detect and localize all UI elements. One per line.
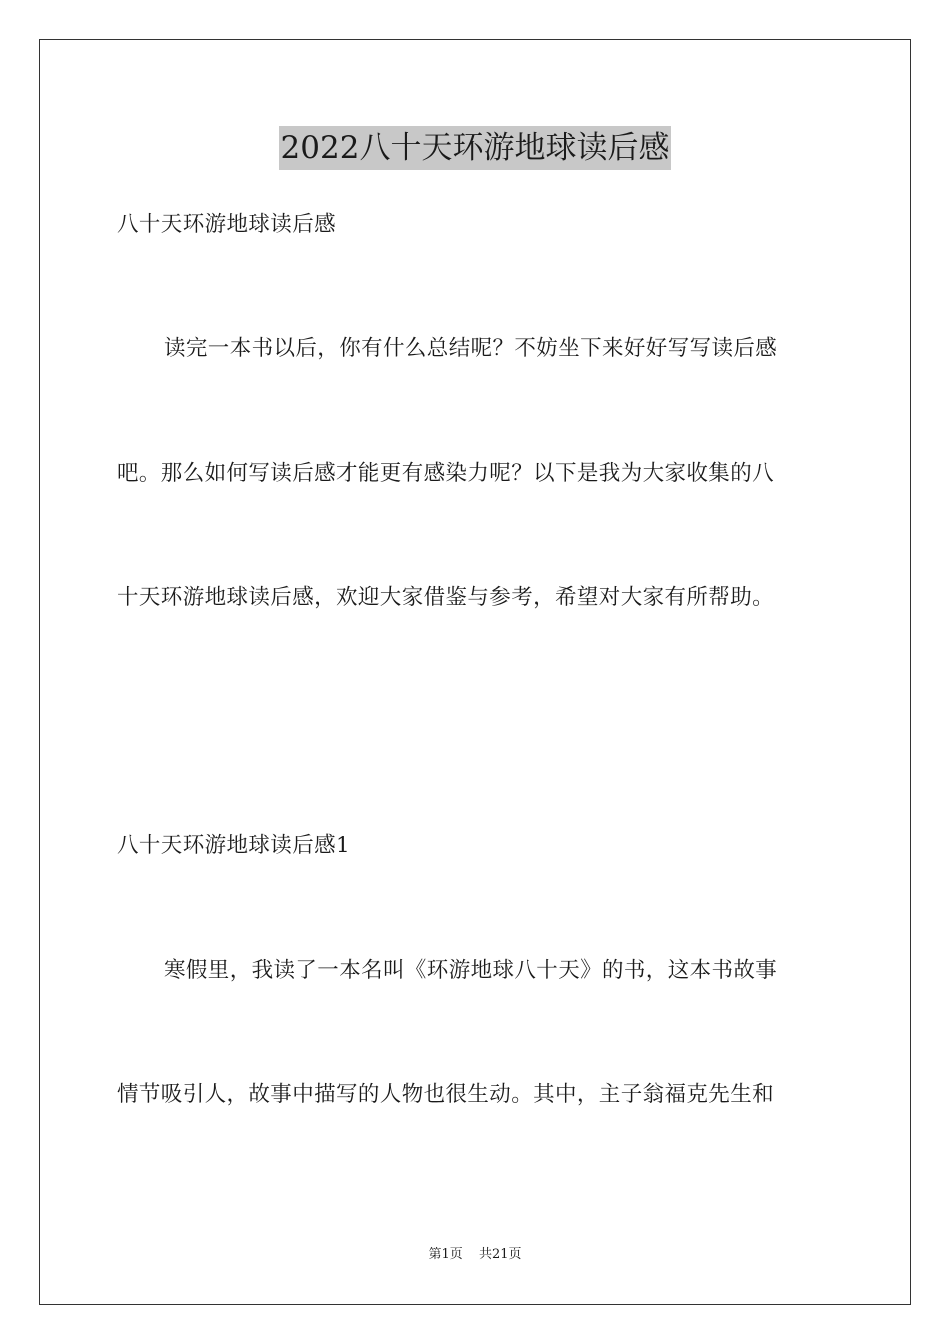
section-heading: 八十天环游地球读后感1 — [117, 833, 351, 858]
intro-line-3: 十天环游地球读后感，欢迎大家借鉴与参考，希望对大家有所帮助。 — [117, 585, 775, 610]
intro-line-2: 吧。那么如何写读后感才能更有感染力呢？以下是我为大家收集的八 — [117, 461, 775, 486]
section-line-2: 情节吸引人，故事中描写的人物也很生动。其中，主子翁福克先生和 — [117, 1082, 775, 1107]
page-footer — [0, 1246, 950, 1264]
document-subtitle: 八十天环游地球读后感 — [117, 212, 337, 237]
page-total: 共21页 — [478, 1247, 522, 1262]
title-container — [0, 126, 950, 170]
intro-line-1: 读完一本书以后，你有什么总结呢？不妨坐下来好好写写读后感 — [164, 336, 778, 361]
page-number: 第1页 — [428, 1247, 463, 1262]
document-title: 2022八十天环游地球读后感 — [279, 126, 672, 170]
section-line-1: 寒假里，我读了一本名叫《环游地球八十天》的书，这本书故事 — [164, 958, 778, 983]
